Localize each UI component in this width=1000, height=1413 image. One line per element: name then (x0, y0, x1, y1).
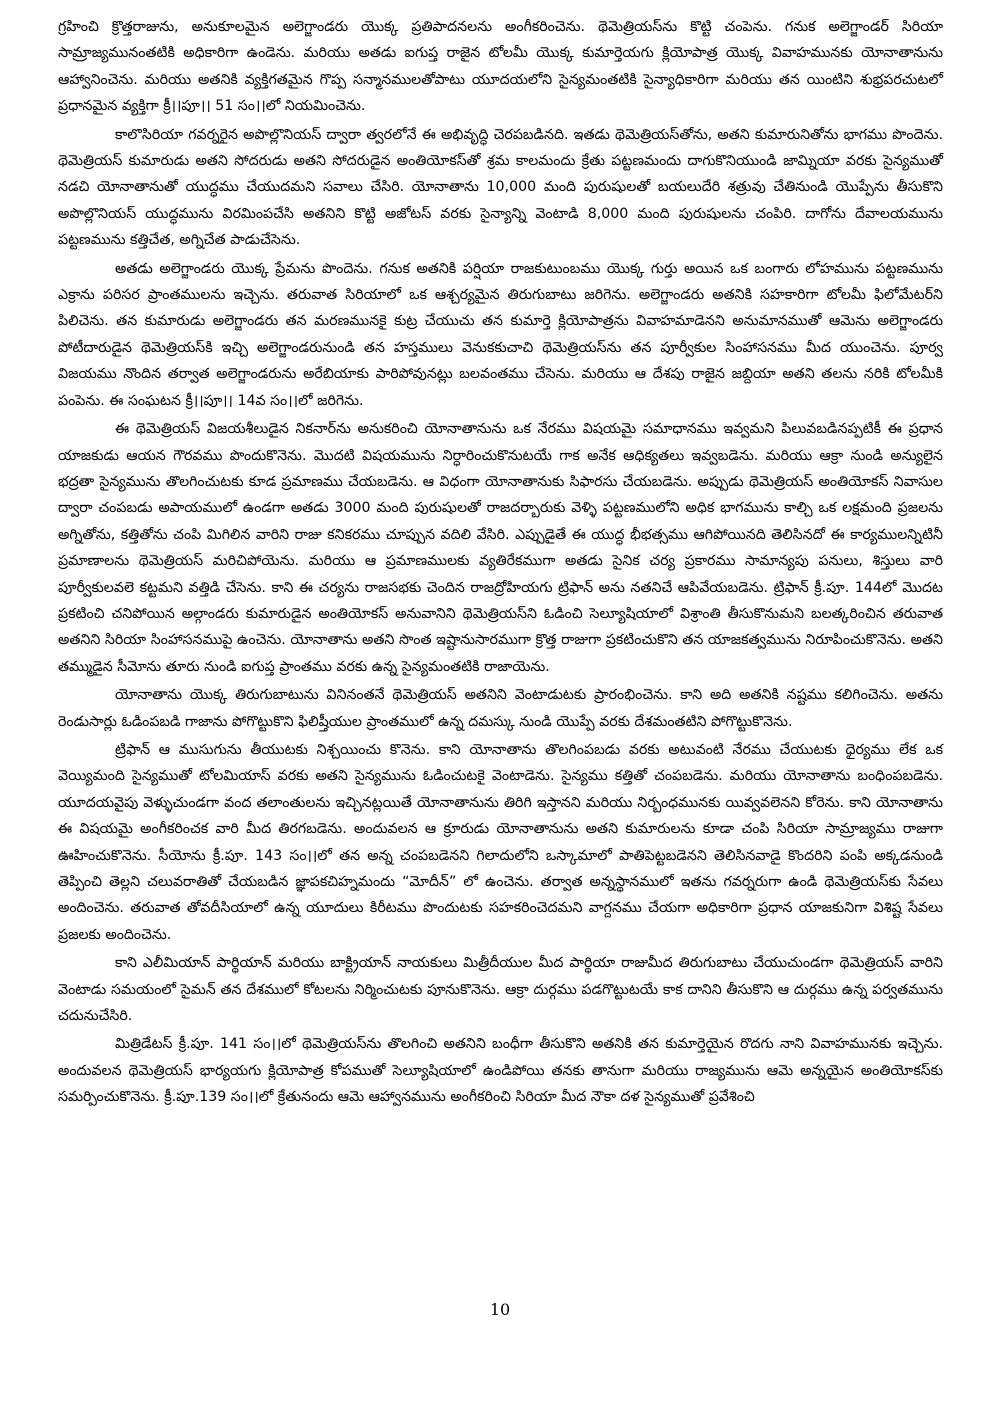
paragraph-7: కాని ఎలీమియాన్ పార్థియాన్ మరియు బాక్ట్రియాన్ నాయకులు మిత్రీదీయుల మీద పార్థియా రాజుమీద తిరుగుబాటు చేయుచుండగా థెమెత్రియస్ వారిని వెంటాడు సమయంలో సైమన్ తన దేశములో కోటలను నిర్మించుటకు పూనుకొనెను. ఆక్రా దుర్గము పడగొట్టుటయే కాక దానిని తీసుకొని ఆ దుర్గము ఉన్న పర్వతమును చదునుచేసిరి. (58, 955, 943, 1025)
paragraph-8: మిత్రిడేటస్ క్రీ.పూ. 141 సం।।లో థెమెత్రియస్‌ను తొలగించి అతనిని బంధీగా తీసుకొని అతనికి తన కుమార్తెయైన రొదగు నాని వివాహమునకు ఇచ్చెను. అందువలన థెమెత్రియస్ భార్యయగు క్లియోపాత్ర కోపముతో సెల్యూషియాలో ఉండిపోయి తనకు తానుగా మరియు రాజ్యమును ఆమె అన్నయైన అంతియోకస్‌కు సమర్పించుకొనెను. క్రీ.పూ.139 సం।।లో క్రేతునందు ఆమె ఆహ్వానమును అంగీకరించి సిరియా మీద నౌకా దళ సైన్యముతో ప్రవేశించి (58, 1036, 943, 1106)
paragraph-4: ఈ థెమెత్రియస్ విజయశీలుడైన నికనార్‌ను అనుకరించి యోనాతానును ఒక నేరము విషయమై సమాధానము ఇవ్వమని పిలువబడినప్పటికీ ఈ ప్రధాన యాజకుడు ఆయన గౌరవము పొందుకొనెను. మొదటి విషయమును నిర్ధారించుకొనుటయే గాక అనేక ఆధిక్యతలు ఇవ్వబడెను. మరియు ఆక్రా నుండి అన్యులైన భద్రతా సైన్యమును తొలగించుటకు కూడ ప్రమాణము చేయబడెను. ఆ విధంగా యోనాతానుకు సిఫారసు చేయబడెను. అప్పుడు థెమెత్రియస్ అంతియోకస్ నివాసుల ద్వారా చంపబడు అపాయములో ఉండగా అతడు 3000 మంది పురుషులతో రాజదర్బారుకు వెళ్ళి పట్టణములోని అధిక భాగమును కాల్చి ఒక లక్షమంది ప్రజలను అగ్నితోను, కత్తితోను చంపి మిగిలిన వారిని రాజు కనికరము చూప్పున వదిలి వేసిరి. ఎప్పుడైతే ఈ యుద్ధ భీభత్సము ఆగిపోయినది తెలిసినదో ఈ కార్యములన్నిటినీ ప్రమాణాలను థెమెత్రియస్ మరిచిపోయెను. మరియు ఆ ప్రమాణములకు వ్యతిరేకముగా అతడు సైనిక చర్య ప్రకారము సామాన్యపు పనులు, శిస్తులు వారి పూర్వీకులవలె కట్టమని వత్తిడి చేసెను. కాని ఈ చర్యను రాజసభకు చెందిన రాజద్రోహియగు ట్రిఫాన్ అను నతనిచే ఆపివేయబడెను. ట్రిఫాన్ క్రీ.పూ. 144లో మొదట ప్రకటించి చనిపోయిన అల్గాండరు కుమారుడైన అంతియోకస్ అనువానిని థెమెత్రియస్‌ని ఓడించి సెల్యూషియాలో విశ్రాంతి తీసుకొనుమని బలత్కరించిన తరువాత అతనిని సిరియా సింహాసనముపై ఉంచెను. యోనాతాను అతని సొంత ఇష్టానుసారముగా క్రొత్త రాజుగా ప్రకటించుకొని తన యాజకత్వమును నిరూపించుకొనెను. అతని తమ్ముడైన సీమోను తూరు నుండి ఐగుప్త ప్రాంతము వరకు ఉన్న సైన్యమంతటికి రాజాయెను. (58, 421, 943, 675)
paragraph-3: అతడు అలెగ్జాండరు యొక్క ప్రేమను పొందెను. గనుక అతనికి పర్షియా రాజకుటుంబము యొక్క గుర్తు అయిన ఒక బంగారు లోహమును పట్టణమును ఎక్రాను పరిసర ప్రాంతములను ఇచ్చెను. తరువాత సిరియాలో ఒక ఆశ్చర్యమైన తిరుగుబాటు జరిగెను. అలెగ్జాండరు అతనికి సహకారిగా టోలమీ ఫిలోమేటర్‌ని పిలిచెను. తన కుమారుడు అలెగ్జాండరు తన మరణమునకై కుట్ర చేయుచు తన కుమార్తె క్లియోపాత్రను వివాహమాడెనని అనుమానముతో ఆమెను అలెగ్జాండరు పోటీదారుడైన థెమెత్రియస్‌కి ఇచ్చి అలెగ్జాండరునుండి తన హస్తములు వెనుకకుచాచి థెమెత్రియస్‌ను తన పూర్వీకుల సింహాసనము మీద యుంచెను. పూర్వ విజయము నొందిన తర్వాత అలెగ్జాండరును అరేబియాకు పారిపోవునట్లు బలవంతము చేసెను. మరియు ఆ దేశపు రాజైన జబ్దియా అతని తలను నరికి టోలమీకి పంపెను. ఈ సంఘటన క్రీ।।పూ।। 14వ సం।।లో జరిగెను. (58, 260, 943, 409)
document-body (58, 14, 943, 1113)
page-number: 10 (489, 1300, 511, 1319)
paragraph-6: ట్రిఫాన్ ఆ ముసుగును తీయుటకు నిశ్చయించు కొనెను. కాని యోనాతాను తొలగింపబడు వరకు అటువంటి నేరము చేయుటకు ధైర్యము లేక ఒక వెయ్యిమంది సైన్యముతో టోలమియాస్ వరకు అతని సైన్యమును ఓడించుటకై వెంటాడెను. సైన్యము కత్తితో చంపబడెను. మరియు యోనాతాను బంధింపబడెను. యూదయవైపు వెళ్ళుచుండగా వంద తలాంతులను ఇచ్చినట్లయితే యోనాతానును తిరిగి ఇస్తానని మరియు నిర్బంధమునకు యివ్వవలెనని కోరెను. కాని యోనాతాను ఈ విషయమై అంగీకరించక వారి మీద తిరగబడెను. అందువలన ఆ క్రూరుడు యోనాతానును అతని కుమారులను కూడా చంపి సిరియా సామ్రాజ్యము రాజుగా ఊహించుకొనెను. సీయోను క్రీ.పూ. 143 సం।।లో తన అన్న చంపబడెనని గిలాదులోని ఒస్కామాలో పాతిపెట్టబడెనని తెలిసినవాడై కొందరిని పంపి అక్కడనుండి తెప్పించి తెల్లని చలువరాతితో చేయబడిన జ్ఞాపకచిహ్నమందు “మోదీన్” లో ఉంచెను. తర్వాత అన్నస్థానములో ఇతను గవర్నరుగా ఉండి థెమెత్రియస్‌కు సేవలు అందించెను. తరువాత తోవదీసియాలో ఉన్న యూదులు కిరీటము పొందుటకు సహకరించెదమని వాగ్దనము చేయగా అధికారిగా ప్రధాన యాజకునిగా విశిష్ట సేవలు ప్రజలకు అందించెను. (58, 741, 943, 943)
paragraph-5: యోనాతాను యొక్క తిరుగుబాటును వినినంతనే థెమెత్రియస్ అతనిని వెంటాడుటకు ప్రారంభించెను. కాని అది అతనికి నష్టము కలిగించెను. అతను రెండుసార్లు ఓడింపబడి గాజాను పోగొట్టుకొని ఫిలిష్తీయుల ప్రాంతములో ఉన్న దమస్కు నుండి యొప్పే వరకు దేశమంతటిని పోగొట్టుకొనెను. (58, 687, 943, 730)
paragraph-2: కాలొసిరియా గవర్నరైన అపొల్లొనియస్ ద్వారా త్వరలోనే ఈ అభివృద్ధి చెరపబడినది. ఇతడు థెమెత్రియస్‌తోను, అతని కుమారునితోను భాగము పొందెను. థెమెత్రియస్ కుమారుడు అతని సోదరుడు అతని సోదరుడైన అంతియోకస్‌తో శ్రమ కాలమందు క్రేతు పట్టణమందు దాగుకొనియుండి జామ్నియా వరకు సైన్యముతో నడచి యోనాతానుతో యుద్ధము చేయుదమని సవాలు చేసిరి. యోనాతాను 10,000 మంది పురుషులతో బయలుదేరి శత్రువు చేతినుండి యొప్పేను తీసుకొని అపొల్లొనియస్ యుద్ధమును విరమింపచేసి అతనిని కొట్టి అజోటస్ వరకు సైన్యాన్ని వెంటాడి 8,000 మంది పురుషులను చంపిరి. దాగోను దేవాలయమును పట్టణమును కత్తిచేత, అగ్నిచేత పాడుచేసెను. (58, 126, 943, 249)
paragraph-1: గ్రహించి క్రొత్తరాజును, అనుకూలమైన అలెగ్జాండరు యొక్క ప్రతిపాదనలను అంగీకరించెను. థెమెత్రియస్‌ను కొట్టి చంపెను. గనుక అలెగ్జాండర్ సిరియా సామ్రాజ్యమునంతటికి అధికారిగా ఉండెను. మరియు అతడు ఐగుప్త రాజైన టోలమీ యొక్క కుమార్తెయగు క్లియోపాత్ర యొక్క వివాహమునకు యోనాతానును ఆహ్వానించెను. మరియు అతనికి వ్యక్తిగతమైన గొప్ప సన్మానములతోపాటు యూదయలోని సైన్యమంతటికి సైన్యాధికారిగా మరియు తన యింటిని శుభ్రపరచుటలో ప్రధానమైన వ్యక్తిగా క్రీ।।పూ।। 51 సం।।లో నియమించెను. (58, 19, 943, 115)
